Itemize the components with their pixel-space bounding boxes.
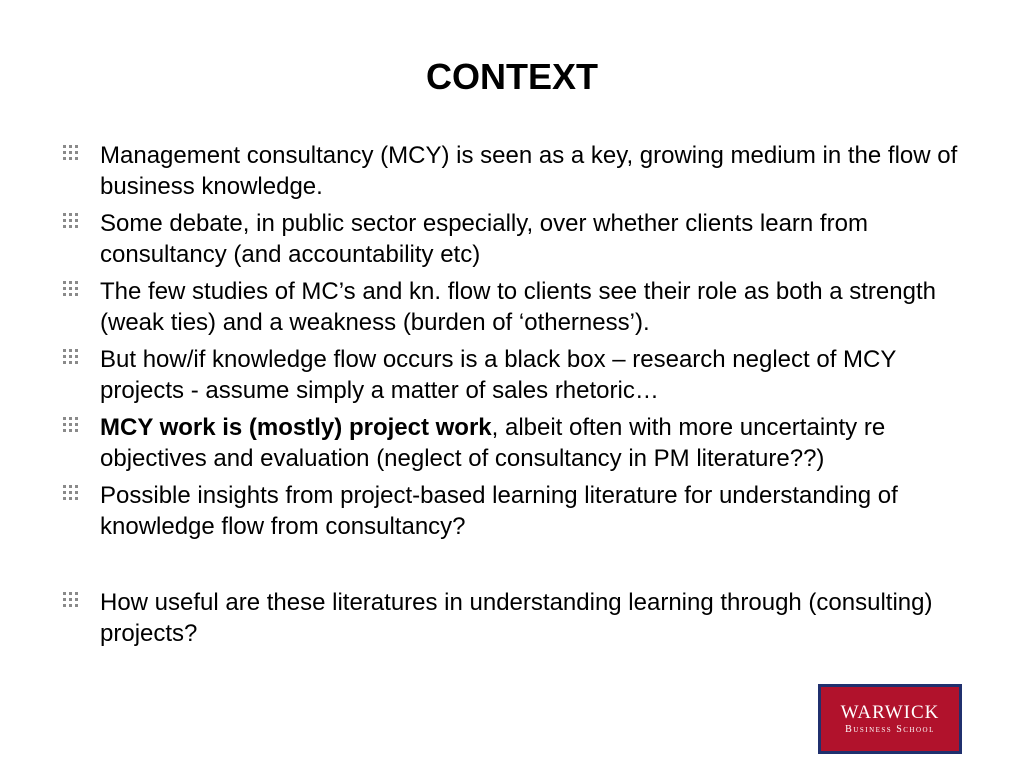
bullet-bold-text: MCY work is (mostly) project work [100, 414, 492, 441]
bullet-body-text: How useful are these literatures in understanding learning through (consulting) projects? [100, 589, 933, 647]
dotted-grid-bullet-icon [62, 212, 80, 230]
bullet-item [62, 276, 972, 338]
bullet-item [62, 480, 972, 542]
bullet-body-text: The few studies of MC’s and kn. flow to clients see their role as both a strength (weak ties) and a weakness (burden of ‘otherness’). [100, 278, 936, 336]
bullet-text [100, 142, 957, 200]
bullet-text [100, 346, 896, 404]
bullet-text [100, 482, 898, 540]
bullet-item [62, 140, 972, 202]
logo-name: WARWICK [840, 702, 940, 723]
bullet-body-text: Some debate, in public sector especially, over whether clients learn from consultancy (and accountability etc) [100, 210, 868, 268]
bullet-item [62, 412, 972, 474]
bullet-body-text: Possible insights from project-based learning literature for understanding of knowledge flow from consultancy? [100, 482, 898, 540]
dotted-grid-bullet-icon [62, 416, 80, 434]
bullet-item [62, 344, 972, 406]
logo-subtitle: Business School [845, 724, 935, 735]
bullet-item [62, 208, 972, 270]
dotted-grid-bullet-icon [62, 280, 80, 298]
bullet-text [100, 210, 868, 268]
dotted-grid-bullet-icon [62, 484, 80, 502]
bullet-body-text: But how/if knowledge flow occurs is a black box – research neglect of MCY projects - assume simply a matter of sales rhetoric… [100, 346, 896, 404]
bullet-text [100, 589, 933, 647]
bullet-body-text: , albeit often with more uncertainty re objectives and evaluation (neglect of consultancy in PM literature??) [100, 414, 886, 472]
slide-title: CONTEXT [425, 56, 598, 97]
bullet-list [62, 140, 972, 655]
dotted-grid-bullet-icon [62, 591, 80, 609]
bullet-item [62, 587, 972, 649]
warwick-business-school-logo [818, 684, 962, 754]
dotted-grid-bullet-icon [62, 144, 80, 162]
bullet-text [100, 278, 936, 336]
bullet-text [100, 414, 885, 472]
dotted-grid-bullet-icon [62, 348, 80, 366]
bullet-body-text: Management consultancy (MCY) is seen as a key, growing medium in the flow of business knowledge. [100, 142, 958, 200]
